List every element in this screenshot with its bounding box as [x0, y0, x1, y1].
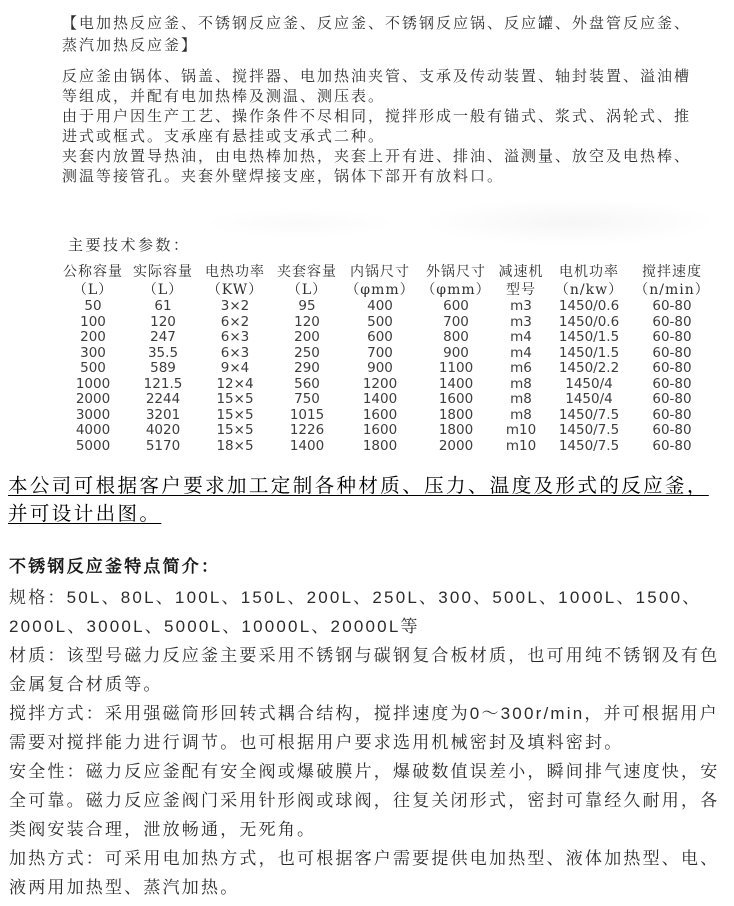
table-cell: 15×5: [216, 391, 254, 407]
table-cell: 900: [443, 344, 469, 361]
table-cell: 6×3: [220, 329, 250, 345]
column-unit: （φmm）: [345, 282, 415, 298]
specs-heading: 主要技术参数：: [68, 236, 191, 254]
table-cell: 120: [150, 313, 176, 330]
feature-heating: 加热方式：可采用电加热方式，也可根据客户需要提供电加热型、液体加热型、电、液两用加热型、蒸汽加热。: [9, 849, 720, 897]
column-name: 实际容量: [133, 264, 193, 280]
table-cell: 1600: [438, 391, 474, 407]
table-cell: m8: [510, 391, 532, 407]
feature-safety: 安全性：磁力反应釜配有安全阀或爆破膜片，爆破数值误差小，瞬间排气速度快，安全可靠。磁力反应釜阀门采用针形阀或球阀，往复关闭形式，密封可靠经久耐用，各类阀安装合理，泄放畅通，无死角。: [9, 762, 720, 839]
table-header-units: [58, 281, 714, 299]
table-cell: 12×4: [216, 375, 254, 392]
table-cell: 200: [80, 329, 106, 345]
table-row: [58, 346, 714, 362]
table-cell: 750: [294, 391, 320, 407]
features-heading: 不锈钢反应釜特点简介：: [9, 557, 221, 576]
table-cell: 1400: [362, 391, 398, 407]
table-row: [58, 377, 714, 393]
table-cell: 800: [443, 329, 469, 345]
table-cell: m6: [510, 360, 532, 376]
table-cell: 560: [294, 375, 320, 392]
table-cell: 1450/7.5: [558, 406, 620, 423]
table-cell: 1450/7.5: [558, 437, 620, 454]
table-cell: 95: [298, 298, 316, 314]
column-name: 夹套容量: [277, 264, 337, 280]
customization-note: 本公司可根据客户要求加工定制各种材质、压力、温度及形式的反应釜，并可设计出图。: [8, 475, 709, 525]
table-cell: 1100: [438, 360, 474, 376]
table-cell: 1450/4: [565, 375, 613, 392]
table-cell: 35.5: [147, 344, 179, 361]
column-unit: （L）: [72, 282, 114, 298]
table-cell: m4: [510, 329, 532, 345]
table-cell: 3×2: [220, 298, 250, 314]
table-cell: 600: [367, 329, 393, 345]
intro-paragraph: 反应釜由锅体、锅盖、搅拌器、电加热油夹管、支承及传动装置、轴封装置、溢油槽等组成，并配有电加热棒及测温、测压表。: [62, 67, 692, 105]
column-name: 公称容量: [63, 264, 123, 280]
table-cell: 1200: [362, 375, 398, 392]
table-cell: 1600: [362, 422, 398, 438]
column-unit: （KW）: [206, 282, 264, 298]
table-row: [58, 315, 714, 331]
table-cell: m8: [510, 406, 532, 423]
table-cell: 1800: [362, 437, 398, 454]
table-cell: 250: [294, 344, 320, 361]
table-cell: m3: [510, 298, 532, 314]
table-cell: 50: [84, 298, 102, 314]
specs-table: [58, 263, 714, 454]
table-cell: 60-80: [652, 298, 692, 314]
column-name: 内锅尺寸: [350, 264, 410, 280]
column-unit: 型号: [506, 282, 536, 298]
column-unit: （n/min）: [634, 282, 710, 298]
table-cell: 1000: [75, 375, 111, 392]
column-name: 电机功率: [559, 264, 619, 280]
feature-stirring: 搅拌方式：采用强磁筒形回转式耦合结构，搅拌速度为0～300r/min，并可根据用户需要对搅拌能力进行调节。也可根据用户要求选用机械密封及填料密封。: [9, 704, 719, 752]
table-cell: 60-80: [652, 422, 692, 438]
column-unit: （L）: [286, 282, 328, 298]
table-row: [58, 392, 714, 408]
table-row: [58, 408, 714, 424]
table-cell: 2000: [75, 391, 111, 407]
table-cell: 589: [150, 360, 176, 376]
table-cell: 247: [150, 329, 176, 345]
column-unit: （φmm）: [421, 282, 491, 298]
table-cell: m10: [505, 437, 537, 454]
table-cell: 1450/0.6: [558, 313, 620, 330]
table-cell: 600: [443, 298, 469, 314]
column-unit: （L）: [142, 282, 184, 298]
table-cell: 120: [294, 313, 320, 330]
table-cell: 1015: [289, 406, 325, 423]
table-cell: 1400: [289, 437, 325, 454]
table-cell: 1450/1.5: [558, 329, 620, 345]
table-cell: 3000: [75, 406, 111, 423]
column-unit: （n/kw）: [554, 282, 624, 298]
document-page: [0, 12, 734, 902]
features-section: [9, 583, 729, 902]
table-cell: 1600: [362, 406, 398, 423]
table-row: [58, 299, 714, 315]
table-cell: 9×4: [220, 360, 250, 376]
table-cell: 1450/4: [565, 391, 613, 407]
table-cell: 18×5: [216, 437, 254, 454]
table-cell: 300: [80, 344, 106, 361]
intro-section: [62, 66, 692, 186]
table-cell: 700: [443, 313, 469, 330]
table-cell: 60-80: [652, 313, 692, 330]
table-cell: 200: [294, 329, 320, 345]
table-cell: 6×2: [220, 313, 250, 330]
table-cell: 3201: [145, 406, 181, 423]
table-cell: m4: [510, 344, 532, 361]
table-row: [58, 423, 714, 439]
table-cell: m10: [505, 422, 537, 438]
table-cell: 1450/0.6: [558, 298, 620, 314]
table-cell: 60-80: [652, 360, 692, 376]
table-cell: 5000: [75, 437, 111, 454]
table-row: [58, 330, 714, 346]
column-name: 电热功率: [205, 264, 265, 280]
table-cell: 121.5: [143, 375, 183, 392]
table-row: [58, 361, 714, 377]
intro-paragraph: 由于用户因生产工艺、操作条件不尽相同，搅拌形成一般有锚式、浆式、涡轮式、推进式或框式。支承座有悬挂或支承式二种。: [62, 107, 692, 145]
table-cell: 4000: [75, 422, 111, 438]
feature-spec: 规格：50L、80L、100L、150L、200L、250L、300、500L、1000L、1500、2000L、3000L、5000L、10000L、20000L等: [9, 588, 702, 636]
table-cell: 4020: [145, 422, 181, 438]
table-cell: 1450/1.5: [558, 344, 620, 361]
table-cell: 60-80: [652, 329, 692, 345]
table-cell: 60-80: [652, 375, 692, 392]
table-cell: 15×5: [216, 406, 254, 423]
table-cell: 500: [80, 360, 106, 376]
table-header-names: [58, 263, 714, 281]
table-cell: 1800: [438, 406, 474, 423]
table-cell: 700: [367, 344, 393, 361]
table-cell: 290: [294, 360, 320, 376]
column-name: 搅拌速度: [642, 264, 702, 280]
table-cell: 5170: [145, 437, 181, 454]
table-cell: 1450/2.2: [558, 360, 620, 376]
table-cell: 1800: [438, 422, 474, 438]
table-cell: 60-80: [652, 406, 692, 423]
column-name: 减速机: [498, 264, 544, 280]
product-title: 【电加热反应釜、不锈钢反应釜、反应釜、不锈钢反应锅、反应罐、外盘管反应釜、蒸汽加热反应釜】: [62, 14, 692, 54]
table-cell: 61: [154, 298, 172, 314]
table-cell: 2244: [145, 391, 181, 407]
column-name: 外锅尺寸: [426, 264, 486, 280]
table-cell: m3: [510, 313, 532, 330]
table-cell: 1450/7.5: [558, 422, 620, 438]
intro-paragraph: 夹套内放置导热油，由电热棒加热，夹套上开有进、排油、溢测量、放空及电热棒、测温等接管孔。夹套外壁焊接支座，锅体下部开有放料口。: [62, 147, 692, 185]
table-cell: 60-80: [652, 391, 692, 407]
table-cell: 15×5: [216, 422, 254, 438]
table-cell: 1400: [438, 375, 474, 392]
table-cell: 400: [367, 298, 393, 314]
table-cell: 100: [80, 313, 106, 330]
table-cell: 2000: [438, 437, 474, 454]
table-cell: 900: [367, 360, 393, 376]
table-cell: 60-80: [652, 437, 692, 454]
table-cell: 6×3: [220, 344, 250, 361]
table-cell: 500: [367, 313, 393, 330]
table-cell: m8: [510, 375, 532, 392]
feature-material: 材质：该型号磁力反应釜主要采用不锈钢与碳钢复合板材质，也可用纯不锈钢及有色金属复合材质等。: [9, 646, 720, 694]
table-row: [58, 439, 714, 455]
table-body: [58, 299, 714, 454]
table-cell: 1226: [289, 422, 325, 438]
table-cell: 60-80: [652, 344, 692, 361]
